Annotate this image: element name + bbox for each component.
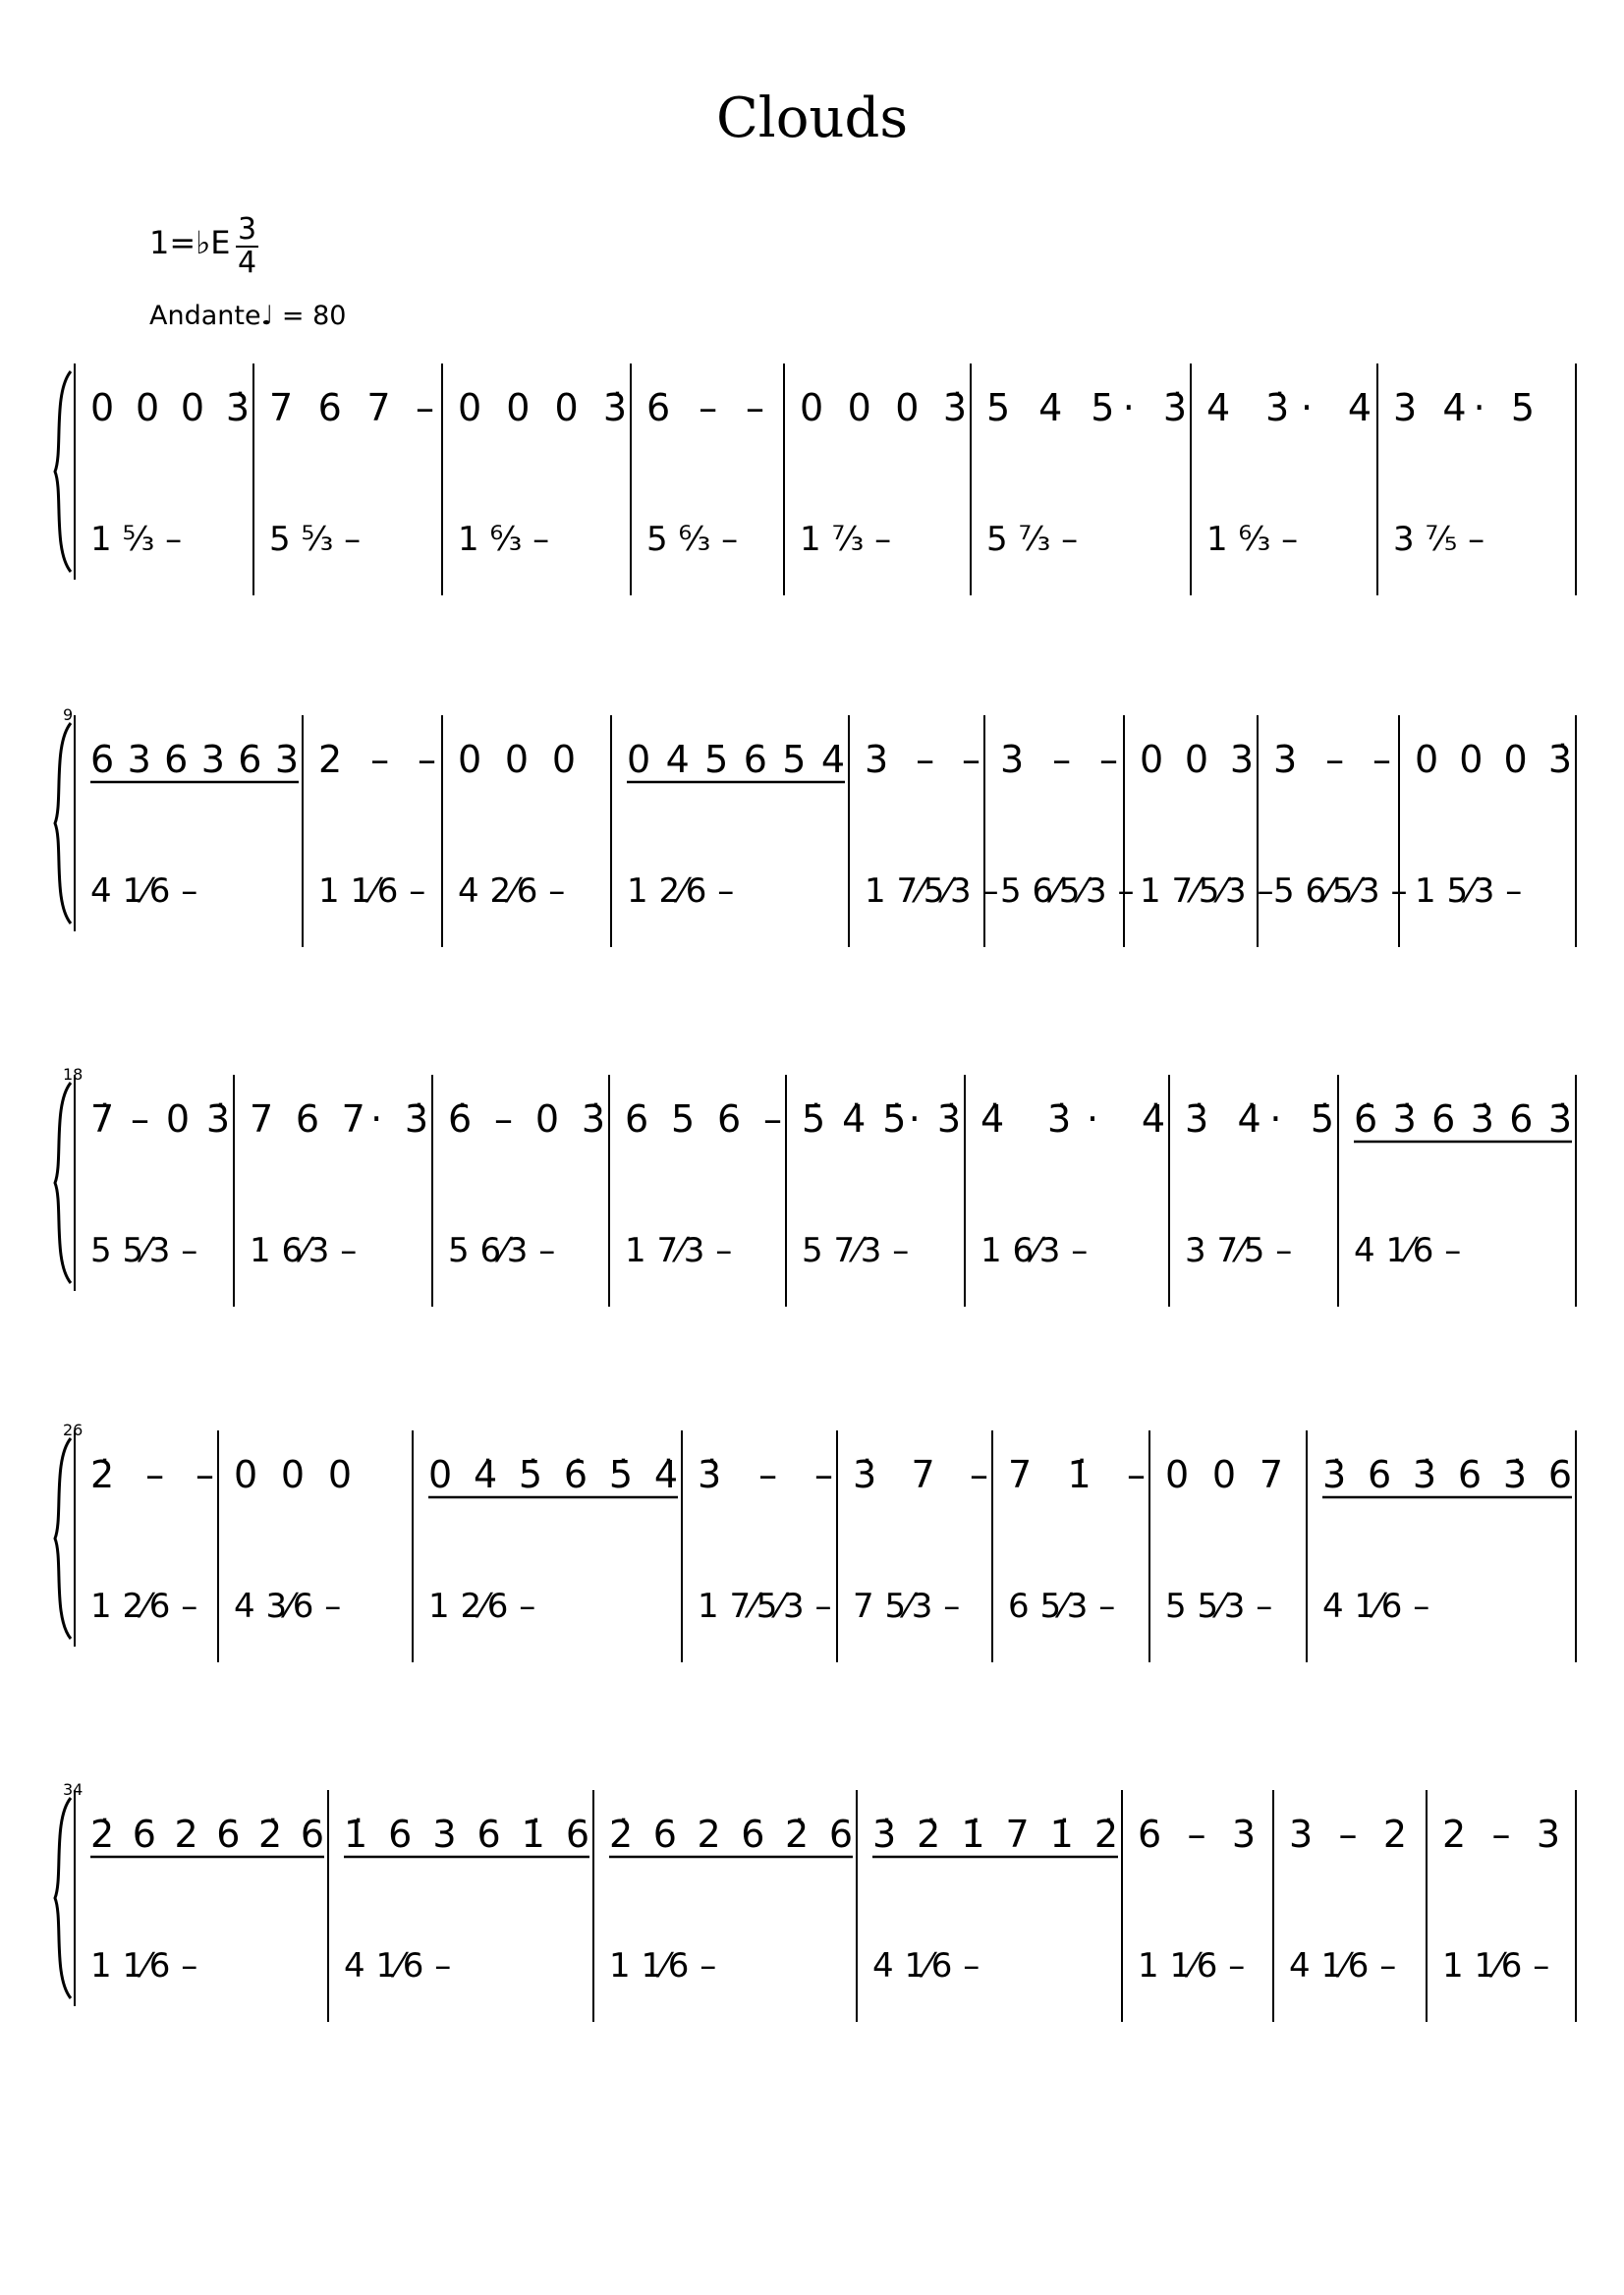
system-1 <box>49 364 1582 599</box>
bass-measure: 5 ⁵⁄₃ – <box>269 520 362 559</box>
treble-measure: 0 0 0 3̇ <box>1415 738 1572 781</box>
bass-measure: 1 1⁄6 – <box>609 1946 717 1986</box>
bar-number: 26 <box>63 1421 84 1439</box>
bass-measure: 1 ⁵⁄₃ – <box>90 520 183 559</box>
tempo-bpm: = 80 <box>281 301 347 331</box>
treble-measure: 7̇ – 0 3̇ <box>90 1097 230 1141</box>
bass-measure: 1 1⁄6 – <box>318 871 426 911</box>
bass-measure: 5 ⁷⁄₃ – <box>986 520 1079 559</box>
treble-measure: 6 – – <box>646 386 764 429</box>
bass-measure: 4 1⁄6 – <box>344 1946 452 1986</box>
treble-measure: 4 3̇· 4 <box>1206 386 1372 429</box>
treble-measure: 2 – 3 <box>1442 1813 1560 1856</box>
bass-measure: 5 5⁄3 – <box>1165 1587 1273 1626</box>
bass-measure: 1 6⁄3 – <box>250 1231 358 1270</box>
time-signature <box>236 214 258 279</box>
bar-number: 34 <box>63 1780 84 1799</box>
bass-measure: 1 7⁄5⁄3 – <box>865 871 999 911</box>
bass-measure: 5 5⁄3 – <box>90 1231 198 1270</box>
treble-measure: 3̇ 6 3̇ 6 3̇ 6 <box>1322 1453 1572 1496</box>
treble-measure: 0 0 7 <box>1165 1453 1283 1496</box>
brace-icon <box>55 1798 71 1998</box>
treble-measure: 2̇ 6 2 6 2̇ 6 <box>609 1813 853 1856</box>
bass-measure: 7 5⁄3 – <box>853 1587 961 1626</box>
bass-measure: 4 1⁄6 – <box>872 1946 980 1986</box>
treble-measure: 3 – 2 <box>1289 1813 1407 1856</box>
treble-measure: 0 0 0 <box>234 1453 352 1496</box>
bass-measure: 5 7⁄3 – <box>802 1231 910 1270</box>
score-title: Clouds <box>715 86 909 150</box>
treble-measure: 3̇ 4̇· 5̇ <box>1185 1097 1334 1141</box>
system-3 <box>49 1065 1582 1311</box>
treble-measure: 7 6 7 – <box>269 386 434 429</box>
bass-measure: 1 7⁄5⁄3 – <box>1140 871 1274 911</box>
treble-measure: 1̇ 6 3 6 1̇ 6 <box>344 1813 589 1856</box>
system-4 <box>49 1421 1582 1666</box>
bass-measure: 4 2⁄6 – <box>458 871 566 911</box>
time-signature-top: 3 <box>238 212 257 247</box>
treble-measure: 3 – – <box>1273 738 1391 781</box>
treble-measure: 0 4 5 6 5 4 <box>627 738 845 781</box>
treble-measure: 5̇ 4̇ 5̇· 3̇ <box>802 1097 961 1141</box>
treble-measure: 0 0 0 3̇ <box>458 386 627 429</box>
bass-measure: 1 6⁄3 – <box>980 1231 1089 1270</box>
bass-measure: 4 1⁄6 – <box>1322 1587 1430 1626</box>
bass-measure: 5 ⁶⁄₃ – <box>646 520 739 559</box>
tempo-marking <box>149 301 346 331</box>
treble-measure: 0 0 3 <box>1140 738 1254 781</box>
bass-measure: 1 2⁄6 – <box>627 871 735 911</box>
bass-measure: 1 1⁄6 – <box>1138 1946 1246 1986</box>
brace-icon <box>55 723 71 924</box>
treble-measure: 7 1̇ – <box>1008 1453 1146 1496</box>
bass-measure: 5 6⁄5⁄3 – <box>1000 871 1135 911</box>
treble-measure: 2 – – <box>318 738 436 781</box>
bass-measure: 5 6⁄3 – <box>448 1231 556 1270</box>
bass-measure: 1 7⁄3 – <box>625 1231 733 1270</box>
system-staff-lines <box>49 1790 1582 2026</box>
system-staff-lines <box>49 364 1582 599</box>
treble-measure: 6̇ 3̇ 6 3̇ 6 3̇ <box>1354 1097 1572 1141</box>
bass-measure: 3 7⁄5 – <box>1185 1231 1293 1270</box>
key-signature: 1=♭E <box>149 224 231 261</box>
treble-measure: 3̇ 7 – <box>853 1453 988 1496</box>
bass-measure: 1 2⁄6 – <box>428 1587 536 1626</box>
bass-measure: 1 2⁄6 – <box>90 1587 198 1626</box>
treble-measure: 2̇ – – <box>90 1453 214 1496</box>
treble-measure: 3̇ – – <box>698 1453 833 1496</box>
treble-measure: 6̇ – 0 3̇ <box>448 1097 605 1141</box>
bass-measure: 4 1⁄6 – <box>90 871 198 911</box>
bass-measure: 5 6⁄5⁄3 – <box>1273 871 1408 911</box>
bass-measure: 1 5⁄3 – <box>1415 871 1523 911</box>
treble-measure: 3 – – <box>865 738 980 781</box>
system-staff-lines <box>49 715 1582 951</box>
bass-measure: 1 ⁶⁄₃ – <box>1206 520 1299 559</box>
brace-icon <box>55 371 71 572</box>
time-signature-bottom: 4 <box>238 246 257 280</box>
treble-measure: 0 4̇ 5̇ 6̇ 5̇ 4̇ <box>428 1453 678 1496</box>
treble-measure: 0 0 0 <box>458 738 576 781</box>
treble-measure: 0 0 0 3̇ <box>800 386 967 429</box>
bass-measure: 4 1⁄6 – <box>1289 1946 1397 1986</box>
system-staff-lines <box>49 1075 1582 1311</box>
system-2 <box>49 705 1582 951</box>
treble-measure: 6 – 3 <box>1138 1813 1256 1856</box>
bass-measure: 1 ⁷⁄₃ – <box>800 520 892 559</box>
bass-measure: 1 ⁶⁄₃ – <box>458 520 550 559</box>
treble-measure: 6 3 6 3 6 3 <box>90 738 299 781</box>
bass-measure: 1 1⁄6 – <box>90 1946 198 1986</box>
system-staff-lines <box>49 1430 1582 1666</box>
bar-number: 18 <box>63 1065 84 1084</box>
treble-measure: 0 0 0 3̇ <box>90 386 250 429</box>
treble-measure: 3̇ 2̇ 1̇ 7 1̇ 2̇ <box>872 1813 1118 1856</box>
treble-measure: 2̇ 6 2 6 2̇ 6 <box>90 1813 324 1856</box>
system-5 <box>49 1780 1582 2026</box>
bass-measure: 3 ⁷⁄₅ – <box>1393 520 1485 559</box>
bar-number: 9 <box>63 705 74 724</box>
bass-measure: 4 3⁄6 – <box>234 1587 342 1626</box>
bass-measure: 4 1⁄6 – <box>1354 1231 1462 1270</box>
bass-measure: 1 1⁄6 – <box>1442 1946 1550 1986</box>
treble-measure: 3 – – <box>1000 738 1118 781</box>
tempo-word: Andante <box>149 301 261 331</box>
quarter-note-icon: ♩ <box>260 301 274 331</box>
bass-measure: 6 5⁄3 – <box>1008 1587 1116 1626</box>
treble-measure: 4̇ 3̇· 4̇ <box>980 1097 1165 1141</box>
treble-measure: 7 6 7· 3̇ <box>250 1097 428 1141</box>
treble-measure: 6 5 6 – <box>625 1097 782 1141</box>
treble-measure: 3 4· 5 <box>1393 386 1535 429</box>
treble-measure: 5 4 5· 3̇ <box>986 386 1187 429</box>
bass-measure: 1 7⁄5⁄3 – <box>698 1587 832 1626</box>
brace-icon <box>55 1438 71 1639</box>
brace-icon <box>55 1083 71 1283</box>
